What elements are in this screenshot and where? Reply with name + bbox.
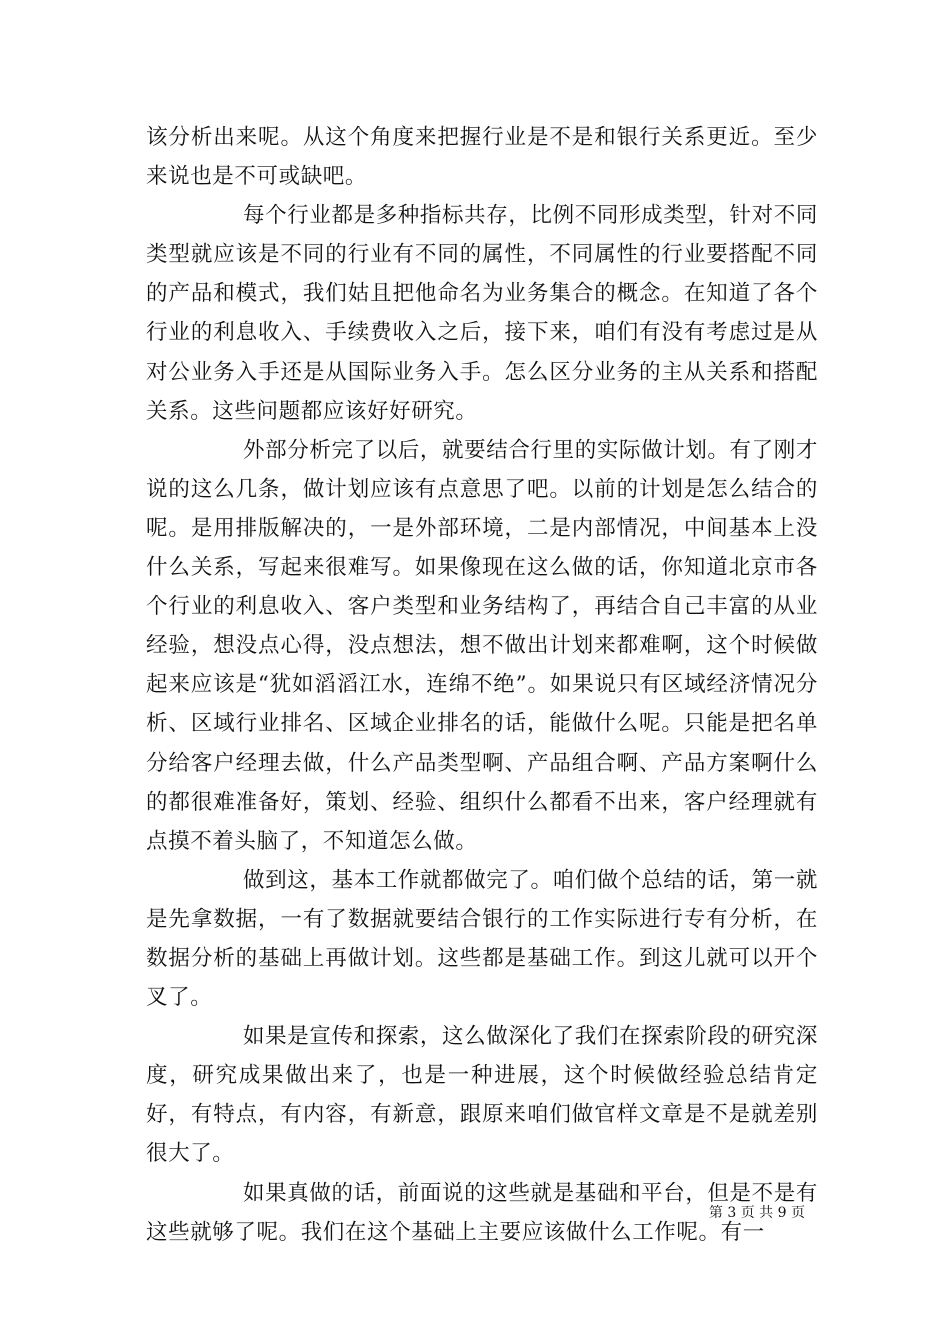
paragraph-4: 做到这，基本工作就都做完了。咱们做个总结的话，第一就是先拿数据，一有了数据就要结合银行的工作实际进行专有分析，在数据分析的基础上再做计划。这些都是基础工作。到这儿就可以开个叉了。 (146, 867, 818, 1011)
paragraph-5: 如果是宣传和探索，这么做深化了我们在探索阶段的研究深度，研究成果做出来了，也是一种进展，这个时候做经验总结肯定好，有特点，有内容，有新意，跟原来咱们做官样文章是不是就差别很大了。 (146, 1024, 818, 1167)
document-body (146, 118, 818, 1252)
paragraph-1: 该分析出来呢。从这个角度来把握行业是不是和银行关系更近。至少来说也是不可或缺吧。 (146, 125, 818, 190)
page-number-footer: 第 3 页 共 9 页 (708, 1205, 805, 1221)
paragraph-6: 如果真做的话，前面说的这些就是基础和平台，但是不是有这些就够了呢。我们在这个基础上主要应该做什么工作呢。有一 (146, 1180, 818, 1245)
paragraph-2: 每个行业都是多种指标共存，比例不同形成类型，针对不同类型就应该是不同的行业有不同的属性，不同属性的行业要搭配不同的产品和模式，我们姑且把他命名为业务集合的概念。在知道了各个行业的利息收入、手续费收入之后，接下来，咱们有没有考虑过是从对公业务入手还是从国际业务入手。怎么区分业务的主从关系和搭配关系。这些问题都应该好好研究。 (146, 203, 818, 424)
paragraph-3: 外部分析完了以后，就要结合行里的实际做计划。有了刚才说的这么几条，做计划应该有点意思了吧。以前的计划是怎么结合的呢。是用排版解决的，一是外部环境，二是内部情况，中间基本上没什么关系，写起来很难写。如果像现在这么做的话，你知道北京市各个行业的利息收入、客户类型和业务结构了，再结合自己丰富的从业经验，想没点心得，没点想法，想不做出计划来都难啊，这个时候做起来应该是“犹如滔滔江水，连绵不绝”。如果说只有区域经济情况分析、区域行业排名、区域企业排名的话，能做什么呢。只能是把名单分给客户经理去做，什么产品类型啊、产品组合啊、产品方案啊什么的都很难准备好，策划、经验、组织什么都看不出来，客户经理就有点摸不着头脑了，不知道怎么做。 (146, 437, 818, 854)
